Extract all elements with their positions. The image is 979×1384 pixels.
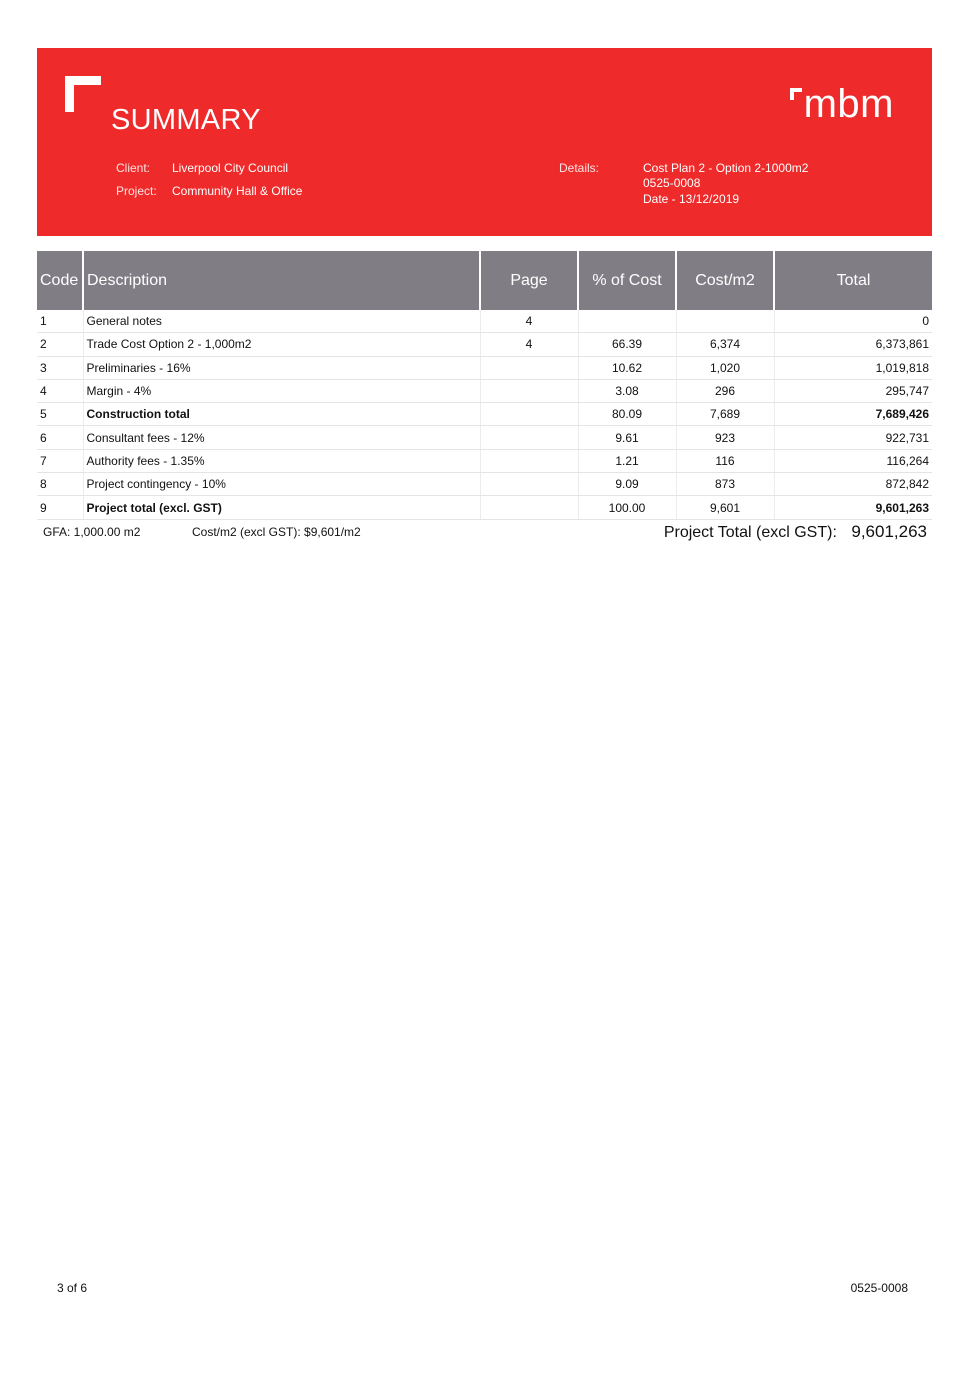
cell-cost-m2: 6,374 <box>676 333 774 356</box>
cell-page <box>480 379 578 402</box>
cell-total: 1,019,818 <box>774 356 932 379</box>
cell-description: Authority fees - 1.35% <box>83 449 480 472</box>
cell-total: 295,747 <box>774 379 932 402</box>
details-line: Date - 13/12/2019 <box>643 192 740 206</box>
cell-pct-cost: 3.08 <box>578 379 676 402</box>
cell-total: 6,373,861 <box>774 333 932 356</box>
cell-description: Construction total <box>83 403 480 426</box>
table-row <box>37 449 932 472</box>
cell-description: Margin - 4% <box>83 379 480 402</box>
cell-pct-cost: 1.21 <box>578 449 676 472</box>
cell-code: 6 <box>37 426 83 449</box>
mbm-logo <box>790 84 894 124</box>
column-header-description: Description <box>83 251 480 310</box>
table-row <box>37 379 932 402</box>
cell-page <box>480 426 578 449</box>
table-row <box>37 426 932 449</box>
gfa-text: GFA: 1,000.00 m2 <box>43 525 141 539</box>
table-row <box>37 310 932 333</box>
table-row <box>37 403 932 426</box>
cell-cost-m2: 7,689 <box>676 403 774 426</box>
cell-code: 9 <box>37 496 83 519</box>
cell-code: 2 <box>37 333 83 356</box>
page-title: SUMMARY <box>111 104 261 136</box>
cell-code: 3 <box>37 356 83 379</box>
cell-code: 5 <box>37 403 83 426</box>
column-header-code: Code <box>37 251 83 310</box>
cell-cost-m2: 9,601 <box>676 496 774 519</box>
cell-cost-m2: 1,020 <box>676 356 774 379</box>
cell-page <box>480 403 578 426</box>
cell-code: 1 <box>37 310 83 333</box>
summary-header <box>37 48 932 236</box>
column-header-pct-cost: % of Cost <box>578 251 676 310</box>
cell-code: 8 <box>37 473 83 496</box>
project-total-label: Project Total (excl GST): <box>663 524 837 541</box>
logo-mark-icon <box>790 88 802 100</box>
table-header-row <box>37 251 932 310</box>
column-header-total: Total <box>774 251 932 310</box>
column-header-page: Page <box>480 251 578 310</box>
cell-pct-cost: 80.09 <box>578 403 676 426</box>
cell-total: 922,731 <box>774 426 932 449</box>
cell-total: 116,264 <box>774 449 932 472</box>
corner-bracket-icon <box>65 76 101 112</box>
table-row <box>37 356 932 379</box>
project-total-value: 9,601,263 <box>851 522 927 541</box>
details-line: 0525-0008 <box>643 176 701 190</box>
cost-summary-table <box>37 251 932 520</box>
cell-code: 4 <box>37 379 83 402</box>
project-label: Project: <box>116 184 157 198</box>
project-total <box>664 522 927 542</box>
cell-total: 7,689,426 <box>774 403 932 426</box>
cell-total: 0 <box>774 310 932 333</box>
cell-code: 7 <box>37 449 83 472</box>
cell-page: 4 <box>480 310 578 333</box>
cell-total: 9,601,263 <box>774 496 932 519</box>
details-line: Cost Plan 2 - Option 2-1000m2 <box>643 161 809 175</box>
cell-description: Trade Cost Option 2 - 1,000m2 <box>83 333 480 356</box>
table-row <box>37 333 932 356</box>
cell-pct-cost <box>578 310 676 333</box>
cell-cost-m2: 923 <box>676 426 774 449</box>
cell-cost-m2 <box>676 310 774 333</box>
cell-total: 872,842 <box>774 473 932 496</box>
cell-cost-m2: 296 <box>676 379 774 402</box>
table-row <box>37 473 932 496</box>
cell-page: 4 <box>480 333 578 356</box>
cell-description: Consultant fees - 12% <box>83 426 480 449</box>
cost-per-m2-text: Cost/m2 (excl GST): $9,601/m2 <box>192 525 361 539</box>
cell-pct-cost: 66.39 <box>578 333 676 356</box>
cell-description: Project contingency - 10% <box>83 473 480 496</box>
cell-cost-m2: 116 <box>676 449 774 472</box>
cell-page <box>480 356 578 379</box>
document-reference: 0525-0008 <box>850 1281 908 1295</box>
cell-page <box>480 496 578 519</box>
cell-page <box>480 473 578 496</box>
cell-page <box>480 449 578 472</box>
client-label: Client: <box>116 161 151 175</box>
cell-pct-cost: 9.09 <box>578 473 676 496</box>
table-row <box>37 496 932 519</box>
project-value: Community Hall & Office <box>172 184 303 198</box>
cell-pct-cost: 9.61 <box>578 426 676 449</box>
column-header-cost-m2: Cost/m2 <box>676 251 774 310</box>
details-label: Details: <box>559 161 600 175</box>
cell-pct-cost: 100.00 <box>578 496 676 519</box>
cell-pct-cost: 10.62 <box>578 356 676 379</box>
page-number: 3 of 6 <box>57 1281 88 1295</box>
client-value: Liverpool City Council <box>172 161 289 175</box>
cell-description: General notes <box>83 310 480 333</box>
cell-description: Preliminaries - 16% <box>83 356 480 379</box>
cell-description: Project total (excl. GST) <box>83 496 480 519</box>
logo-wordmark: mbm <box>803 82 894 126</box>
cell-cost-m2: 873 <box>676 473 774 496</box>
